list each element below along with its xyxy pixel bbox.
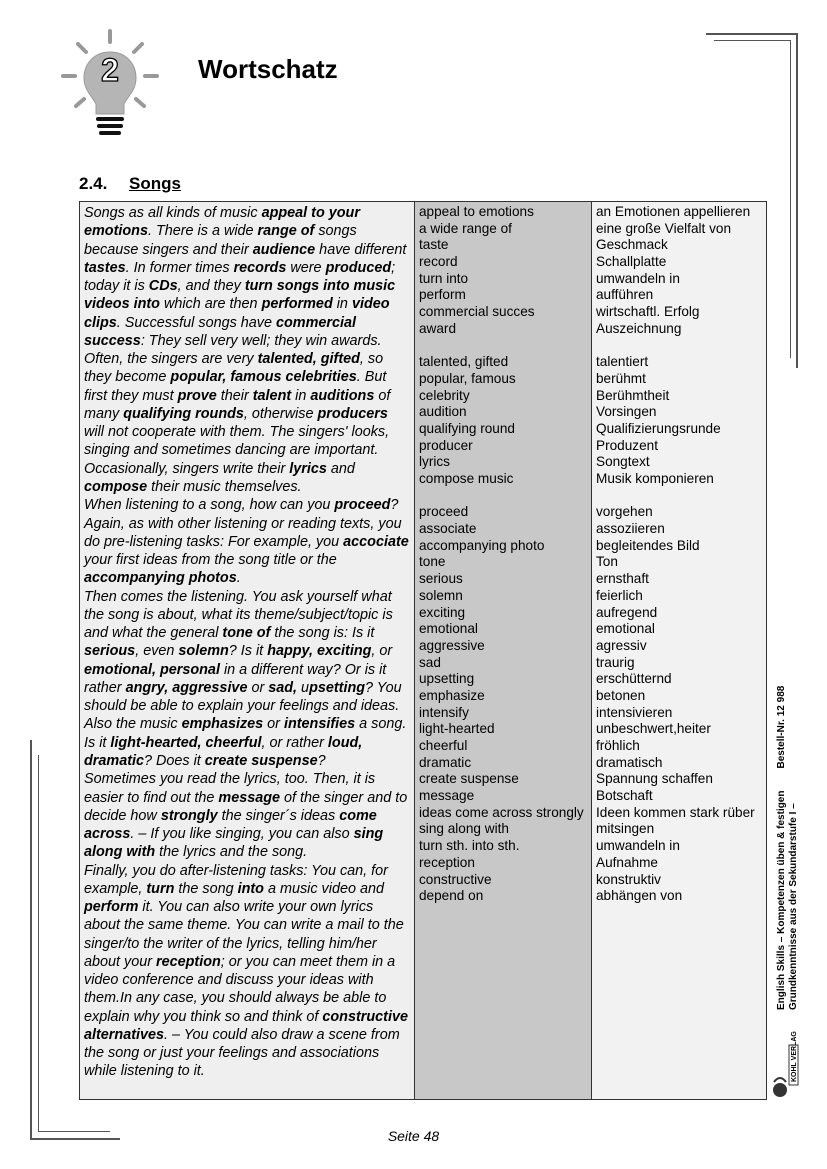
vocab-de-11: Berühmtheit: [596, 387, 670, 403]
vocab-de-16: Musik komponieren: [596, 471, 714, 486]
vocab-en-30: intensify: [419, 704, 469, 720]
vocab-de-39: Aufnahme: [596, 854, 658, 870]
vocab-de-41: abhängen von: [596, 888, 683, 904]
vocab-de-7: Auszeichnung: [596, 320, 682, 336]
vocab-de-40: konstruktiv: [596, 871, 661, 887]
vocab-en-32: cheerful: [419, 738, 468, 753]
vocab-de-5: aufführen: [596, 287, 654, 303]
publisher-sidebar: [776, 686, 800, 1010]
vocab-de-2: Geschmack: [596, 237, 668, 253]
vocab-de-10: berühmt: [596, 370, 646, 386]
chapter-number: 2: [101, 52, 119, 88]
vocab-de-29: betonen: [596, 687, 646, 703]
reading-text: Songs as all kinds of music appeal to your emotions. There is a wide range of songs because singers and their audience have different tastes. In former times records were produced; today it is CDs, and they turn songs into music videos into which are then performed in video clips. Successful songs have commercial success: They sell very well; they win awards. Often, the singers are very talented, gifted, so they become popular, famous celebrities. But first they must prove their talent in auditions of many qualifying rounds, otherwise producers will not cooperate with them. The singers' looks, singing and sometimes dancing are important. Occasionally, singers write their lyrics and compose their music themselves. When listening to a song, how can you proceed? Again, as with other listening or reading texts, you do pre-listening tasks: For example, you accociate your first ideas from the song title or the accompanying photos. Then comes the listening. You ask yourself what the song is about, what its theme/subject/topic is and what the general tone of the song is: Is it serious, even solemn? Is it happy, exciting, or emotional, personal in a different way? Or is it rather angry, aggressive or sad, upsetting? You should be able to explain your feelings and ideas. Also the music emphasizes or intensifies a song. Is it light-hearted, cheerful, or rather loud, dramatic? Does it create suspense? Sometimes you read the lyrics, too. Then, it is easier to find out the message of the singer and to decide how strongly the singer´s ideas come across. – If you like singing, you can also sing along with the lyrics and the song. Finally, you do after-listening tasks: You can, for example, turn the song into a music video and perform it. You can also write your own lyrics about the same theme. You can write a mail to the singer/to the writer of the lyrics, telling him/her about your reception; or you can meet them in a video conference and discuss your ideas with them.In any case, you should always be able to explain why you think so and think of constructive alternatives. – You could also draw a scene from the song or just your feelings and associations while listening to it.: [80, 202, 415, 1099]
vocab-en-16: compose music: [419, 471, 514, 486]
vocab-en-4: turn into: [419, 270, 469, 286]
vocab-en-1: a wide range of: [419, 220, 512, 236]
vocab-en-17: [419, 488, 587, 505]
vocab-en-15: lyrics: [419, 454, 450, 470]
vocab-en-10: popular, famous: [419, 370, 516, 386]
vocab-en-26: aggressive: [419, 637, 485, 653]
vocab-de-13: Qualifizierungsrunde: [596, 420, 721, 436]
vocab-en-23: solemn: [419, 587, 463, 603]
vocab-en-31: light-hearted: [419, 721, 495, 737]
vocab-en-36: ideas come across strongly: [419, 804, 584, 820]
vocab-de-28: erschütternd: [596, 671, 672, 687]
vocab-de-17: [596, 488, 762, 505]
vocab-de-0: an Emotionen appellieren: [596, 204, 751, 219]
vocab-en-8: [419, 338, 587, 355]
vocab-en-28: upsetting: [419, 671, 475, 687]
english-vocab-column: [415, 202, 592, 1099]
vocab-de-31: unbeschwert,heiter: [596, 721, 711, 737]
sidebar-order-number: Bestell-Nr. 12 988: [776, 685, 787, 769]
vocab-en-39: reception: [419, 854, 475, 870]
vocab-en-34: create suspense: [419, 771, 519, 787]
frame-top-right-h1: [706, 33, 798, 35]
vocab-de-34: Spannung schaffen: [596, 771, 713, 787]
vocabulary-table: [79, 201, 767, 1100]
vocab-en-20: accompanying photo: [419, 537, 545, 553]
vocab-de-38: umwandeln in: [596, 838, 680, 854]
vocab-en-19: associate: [419, 521, 477, 537]
page-number: Seite 48: [387, 1128, 440, 1144]
vocab-de-27: traurig: [596, 654, 635, 670]
sidebar-subtitle: Grundkenntnisse aus der Sekundarstufe I –: [788, 803, 799, 1010]
vocab-de-4: umwandeln in: [596, 270, 680, 286]
vocab-de-23: feierlich: [596, 587, 643, 603]
vocab-de-14: Produzent: [596, 437, 658, 453]
vocab-de-26: agressiv: [596, 637, 647, 653]
frame-bottom-left-v1: [30, 740, 32, 1140]
vocab-de-3: Schallplatte: [596, 254, 667, 270]
vocab-en-12: audition: [419, 404, 467, 420]
vocab-en-25: emotional: [419, 621, 478, 637]
section-number: 2.4.: [79, 174, 108, 193]
vocab-de-24: aufregend: [596, 604, 658, 620]
section-heading: [79, 174, 181, 194]
vocab-de-30: intensivieren: [596, 704, 673, 720]
vocab-de-25: emotional: [596, 621, 655, 637]
vocab-de-21: Ton: [596, 554, 618, 570]
vocab-en-22: serious: [419, 571, 463, 587]
vocab-en-24: exciting: [419, 604, 466, 620]
vocab-en-11: celebrity: [419, 387, 470, 403]
vocab-en-13: qualifying round: [419, 420, 515, 436]
vocab-de-9: talentiert: [596, 354, 649, 370]
frame-bottom-left-v2: [38, 755, 39, 1131]
vocab-en-37: sing along with: [419, 821, 509, 837]
frame-top-right-h2: [714, 40, 791, 41]
vocab-de-22: ernsthaft: [596, 571, 649, 587]
vocab-en-7: award: [419, 320, 457, 336]
vocab-en-29: emphasize: [419, 687, 485, 703]
vocab-de-35: Botschaft: [596, 788, 653, 804]
vocab-en-41: depend on: [419, 888, 484, 904]
vocab-de-6: wirtschaftl. Erfolg: [596, 304, 700, 320]
vocab-en-14: producer: [419, 437, 473, 453]
page-title: Wortschatz: [198, 54, 338, 84]
vocab-en-33: dramatic: [419, 754, 472, 770]
vocab-en-9: talented, gifted: [419, 354, 509, 370]
vocab-de-32: fröhlich: [596, 738, 640, 753]
vocab-en-2: taste: [419, 237, 449, 253]
vocab-de-15: Songtext: [596, 454, 650, 470]
section-name: Songs: [129, 174, 181, 193]
vocab-en-40: constructive: [419, 871, 492, 887]
vocab-en-18: proceed: [419, 504, 469, 520]
vocab-de-36: Ideen kommen stark rüber: [596, 804, 755, 820]
vocab-de-1: eine große Vielfalt von: [596, 220, 732, 236]
frame-top-right-v2: [790, 40, 791, 358]
vocab-en-5: perform: [419, 287, 466, 303]
vocab-de-37: mitsingen: [596, 821, 655, 837]
german-vocab-column: [592, 202, 766, 1099]
frame-top-right-v1: [796, 33, 798, 368]
vocab-en-3: record: [419, 254, 458, 270]
vocab-en-38: turn sth. into sth.: [419, 838, 520, 854]
vocab-de-19: assoziieren: [596, 521, 665, 537]
vocab-en-6: commercial succes: [419, 304, 535, 320]
vocab-en-0: appeal to emotions: [419, 204, 534, 219]
vocab-de-8: [596, 338, 762, 355]
vocab-de-18: vorgehen: [596, 504, 653, 520]
vocab-de-33: dramatisch: [596, 754, 663, 770]
sidebar-series-title: English Skills – Kompetenzen üben & festigen: [776, 790, 787, 1010]
vocab-en-35: message: [419, 788, 475, 804]
vocab-de-12: Vorsingen: [596, 404, 657, 420]
publisher-logo-text: KOHL VERLAG: [791, 1031, 798, 1082]
vocab-en-27: sad: [419, 654, 441, 670]
vocab-de-20: begleitendes Bild: [596, 537, 700, 553]
vocab-en-21: tone: [419, 554, 446, 570]
